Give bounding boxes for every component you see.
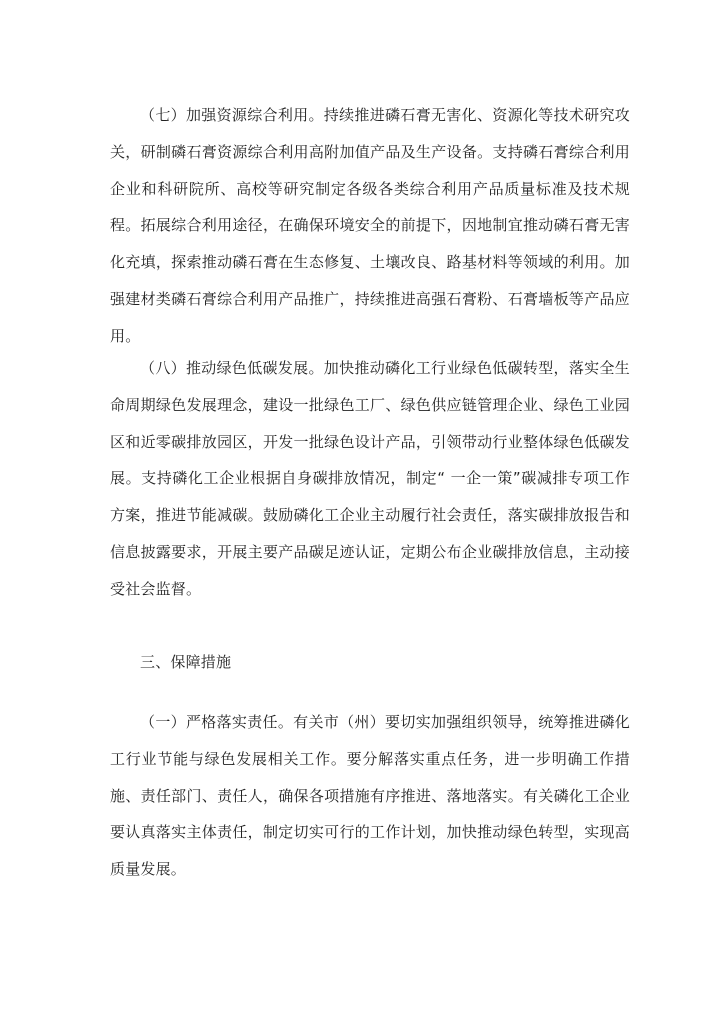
paragraph-green-low-carbon: （八）推动绿色低碳发展。加快推动磷化工行业绿色低碳转型，落实全生命周期绿色发展理念，建设一批绿色工厂、绿色供应链管理企业、绿色工业园区和近零碳排放园区，开发一批绿色设计产品，引领带动行业整体绿色低碳发展。支持磷化工企业根据自身碳排放情况，制定“ 一企一策”碳减排专项工作方案，推进节能减碳。鼓励磷化工企业主动履行社会责任，落实碳排放报告和信息披露要求，开展主要产品碳足迹认证，定期公布企业碳排放信息，主动接受社会监督。 xyxy=(110,359,630,598)
section-heading-safeguards: 三、保障措施 xyxy=(140,653,232,671)
paragraph-resource-utilization: （七）加强资源综合利用。持续推进磷石膏无害化、资源化等技术研究攻关，研制磷石膏资源综合利用高附加值产品及生产设备。支持磷石膏综合利用企业和科研院所、高校等研究制定各级各类综合利用产品质量标准及技术规程。拓展综合利用途径，在确保环境安全的前提下，因地制宜推动磷石膏无害化充填，探索推动磷石膏在生态修复、土壤改良、路基材料等领域的利用。加强建材类磷石膏综合利用产品推广，持续推进高强石膏粉、石膏墙板等产品应用。 xyxy=(110,106,630,345)
paragraph-implement-responsibility: （一）严格落实责任。有关市（州）要切实加强组织领导，统筹推进磷化工行业节能与绿色发展相关工作。要分解落实重点任务，进一步明确工作措施、责任部门、责任人，确保各项措施有序推进、落地落实。有关磷化工企业要认真落实主体责任，制定切实可行的工作计划，加快推动绿色转型，实现高质量发展。 xyxy=(110,713,630,879)
